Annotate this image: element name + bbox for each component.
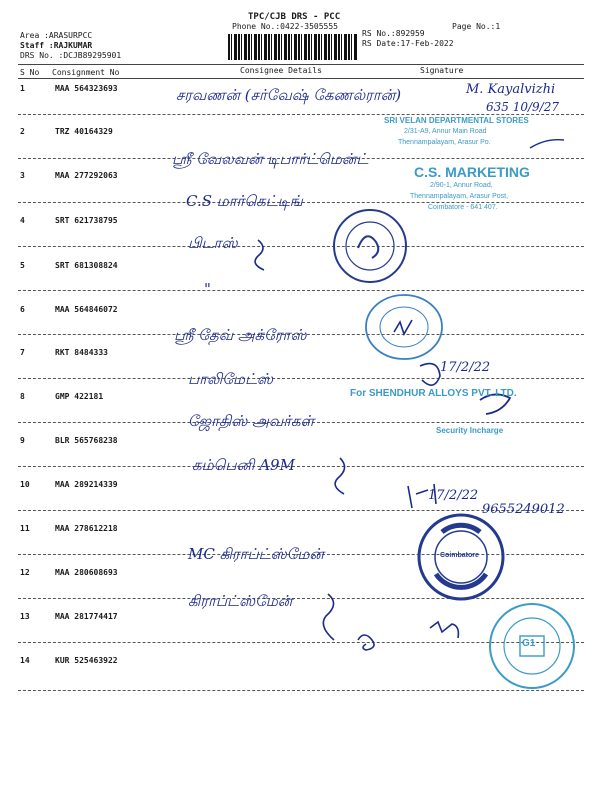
round-seal-sridev (364, 292, 444, 362)
stamp-shendhur-title: For SHENDHUR ALLOYS PVT. LTD. (350, 388, 517, 399)
row-number: 5 (20, 261, 25, 270)
consignment-number: SRT 681308824 (55, 261, 118, 270)
row-number: 14 (20, 656, 30, 665)
round-seal-brand (330, 206, 410, 286)
consignment-number: RKT 8484333 (55, 348, 108, 357)
signature-date: 635 10/9/27 (486, 100, 559, 114)
rs-number: RS No.:892959 (362, 29, 425, 38)
stamp-craftsman-center: G1 (522, 638, 536, 649)
consignment-number: MAA 278612218 (55, 524, 118, 533)
stamp-mc-city: Coimbatore (440, 552, 479, 559)
drs-number: DRS No. :DCJB89295901 (20, 51, 122, 60)
handwritten-consignee: சரவணன் (சர்வேஷ் கேணல்ரான்) (176, 86, 402, 104)
handwritten-consignee: கம்பெனி A9M (192, 456, 295, 474)
row-number: 2 (20, 127, 25, 136)
consignment-number: SRT 621738795 (55, 216, 118, 225)
col-consignment: Consignment No (52, 68, 120, 77)
consignment-number: KUR 525463922 (55, 656, 118, 665)
row-number: 3 (20, 171, 25, 180)
row-number: 1 (20, 84, 25, 93)
row-number: 13 (20, 612, 30, 621)
stamp-srivelan-title: SRI VELAN DEPARTMENTAL STORES (384, 116, 529, 125)
row-number: 11 (20, 524, 30, 533)
col-consignee: Consignee Details (240, 66, 322, 75)
stamp-cs-address: Thennampalayam, Arasur Post, (410, 193, 509, 200)
stamp-cs-address: Coimbatore - 641 407. (428, 204, 498, 211)
consignment-number: MAA 280608693 (55, 568, 118, 577)
consignment-number: MAA 289214339 (55, 480, 118, 489)
handwritten-consignee: ஸ்ரீ தேவ் அக்ரோஸ் (174, 326, 307, 344)
consignment-number: MAA 277292063 (55, 171, 118, 180)
stamp-cs-address: 2/90-1, Annur Road, (430, 182, 493, 189)
handwritten-consignee: பாலிமேட்ஸ் (188, 370, 274, 388)
consignment-number: BLR 565768238 (55, 436, 118, 445)
staff-label: Staff :RAJKUMAR (20, 41, 93, 50)
signature: M. Kayalvizhi (466, 82, 556, 97)
consignment-number: MAA 564323693 (55, 84, 118, 93)
consignment-number: MAA 281774417 (55, 612, 118, 621)
row-number: 12 (20, 568, 30, 577)
handwritten-consignee: கிராப்ட்ஸ்மேன் (188, 592, 293, 610)
handwritten-consignee: ஜோதிஸ் அவர்கள் (188, 412, 315, 430)
signature-date: 17/2/22 (428, 488, 479, 503)
consignment-number: MAA 564846072 (55, 305, 118, 314)
page-title: TPC/CJB DRS - PCC (248, 12, 341, 22)
row-number: 8 (20, 392, 25, 401)
handwritten-consignee: MC கிராப்ட்ஸ்மேன் (188, 545, 324, 563)
row-number: 4 (20, 216, 25, 225)
col-sno: S No (20, 68, 40, 77)
signature-date: 17/2/22 (440, 360, 491, 375)
signature-phone: 9655249012 (482, 502, 565, 517)
col-signature: Signature (420, 66, 464, 75)
page-number: Page No.:1 (452, 22, 501, 31)
stamp-cs-title: C.S. MARKETING (414, 164, 530, 180)
area-label: Area :ARASURPCC (20, 31, 93, 40)
stamp-srivelan-address: Thennampalayam, Arasur Po. (398, 139, 491, 146)
row-number: 6 (20, 305, 25, 314)
row-number: 9 (20, 436, 25, 445)
consignment-number: TRZ 40164329 (55, 127, 113, 136)
handwritten-consignee: பிடாஸ் (188, 234, 238, 252)
stamp-shendhur-sub: Security Incharge (436, 426, 504, 435)
stamp-srivelan-address: 2/31-A9, Annur Main Road (404, 128, 487, 135)
handwritten-consignee: " (204, 280, 211, 298)
handwritten-consignee: C.S மார்கெட்டிங் (186, 192, 303, 210)
handwritten-consignee: ஸ்ரீ வேலவன் டிபார்ட்மென்ட் (172, 150, 369, 168)
consignment-number: GMP 422181 (55, 392, 104, 401)
rs-date: RS Date:17-Feb-2022 (362, 39, 454, 48)
phone-number: Phone No.:0422-3505555 (232, 22, 338, 31)
row-number: 10 (20, 480, 30, 489)
row-number: 7 (20, 348, 25, 357)
